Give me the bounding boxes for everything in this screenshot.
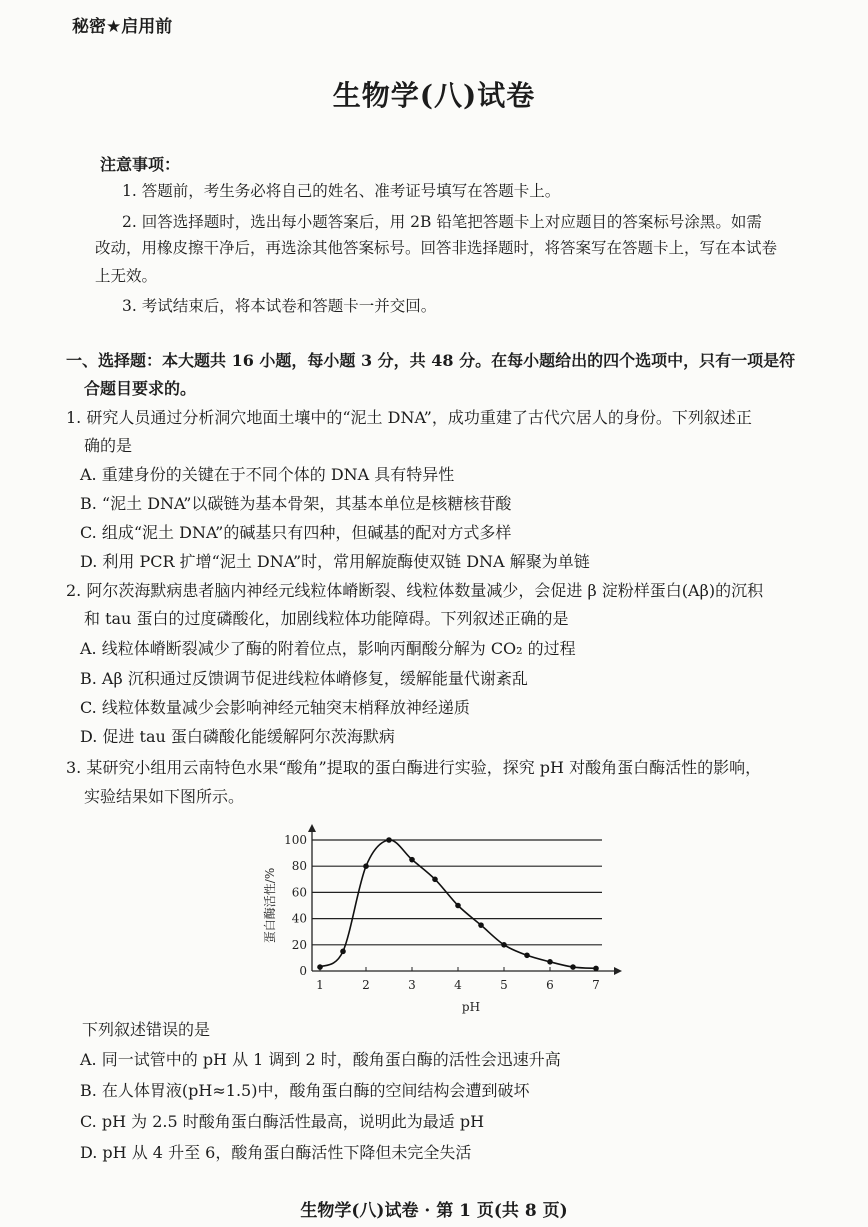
data-point (570, 964, 576, 970)
data-point (524, 952, 530, 958)
data-point (317, 964, 323, 970)
x-tick-label: 7 (592, 978, 600, 992)
q2-stem-line-2: 和 tau 蛋白的过度磷酸化，加剧线粒体功能障碍。下列叙述正确的是 (84, 609, 569, 628)
y-tick-label: 40 (291, 911, 307, 926)
q1-stem-line-1: 1. 研究人员通过分析洞穴地面土壤中的“泥土 DNA”，成功重建了古代穴居人的身份。下列叙述正 (66, 408, 752, 427)
q1-option-c: C. 组成“泥土 DNA”的碱基只有四种，但碱基的配对方式多样 (80, 523, 512, 542)
data-point (432, 877, 438, 883)
q2-option-b: B. Aβ 沉积通过反馈调节促进线粒体嵴修复，缓解能量代谢紊乱 (80, 669, 528, 688)
data-point (478, 922, 484, 928)
q3-option-d: D. pH 从 4 升至 6，酸角蛋白酶活性下降但未完全失活 (80, 1143, 472, 1162)
q3-stem-line-1: 3. 某研究小组用云南特色水果“酸角”提取的蛋白酶进行实验，探究 pH 对酸角蛋白酶活性的影响， (66, 758, 762, 777)
notice-item-2-line-3: 上无效。 (95, 267, 158, 285)
section-heading-line-1: 一、选择题：本大题共 16 小题，每小题 3 分，共 48 分。在每小题给出的四个选项中，只有一项是符 (66, 351, 796, 370)
q1-option-b: B. “泥土 DNA”以碳链为基本骨架，其基本单位是核糖核苷酸 (80, 494, 512, 513)
data-point (363, 863, 369, 869)
page-footer: 生物学(八)试卷 · 第 1 页(共 8 页) (300, 1201, 568, 1221)
x-tick-label: 6 (546, 978, 554, 992)
q3-option-c: C. pH 为 2.5 时酸角蛋白酶活性最高，说明此为最适 pH (80, 1112, 485, 1131)
y-tick-label: 60 (291, 885, 307, 900)
q2-option-c: C. 线粒体数量减少会影响神经元轴突末梢释放神经递质 (80, 698, 470, 717)
x-tick-label: 1 (316, 978, 324, 992)
y-axis-arrow (308, 824, 316, 832)
x-tick-label: 3 (408, 978, 416, 992)
q1-option-d: D. 利用 PCR 扩增“泥土 DNA”时，常用解旋酶使双链 DNA 解聚为单链 (80, 552, 590, 571)
q2-option-a: A. 线粒体嵴断裂减少了酶的附着位点，影响丙酮酸分解为 CO₂ 的过程 (80, 639, 576, 658)
q3-option-a: A. 同一试管中的 pH 从 1 调到 2 时，酸角蛋白酶的活性会迅速升高 (80, 1050, 561, 1069)
x-tick-label: 4 (454, 978, 462, 992)
data-point (340, 949, 346, 955)
data-point (547, 959, 553, 965)
data-point (455, 903, 461, 909)
data-point (409, 857, 415, 863)
section-heading-line-2: 合题目要求的。 (84, 379, 197, 398)
secret-mark: 秘密★启用前 (72, 17, 173, 37)
ph-activity-chart (250, 820, 640, 1020)
q2-option-d: D. 促进 tau 蛋白磷酸化能缓解阿尔茨海默病 (80, 727, 395, 746)
q3-after-chart: 下列叙述错误的是 (82, 1020, 211, 1039)
y-tick-label: 0 (299, 964, 307, 978)
data-point (386, 837, 392, 843)
notice-item-2-line-2: 改动，用橡皮擦干净后，再选涂其他答案标号。回答非选择题时，将答案写在答题卡上，写在本试卷 (95, 239, 778, 257)
y-tick-label: 80 (291, 859, 307, 874)
q3-option-b: B. 在人体胃液(pH≈1.5)中，酸角蛋白酶的空间结构会遭到破坏 (80, 1081, 530, 1100)
notice-item-1: 1. 答题前，考生务必将自己的姓名、准考证号填写在答题卡上。 (122, 182, 561, 200)
data-point (501, 942, 507, 948)
x-axis-arrow (614, 967, 622, 975)
q3-stem-line-2: 实验结果如下图所示。 (84, 787, 245, 806)
x-axis-label: pH (461, 1000, 481, 1014)
y-tick-label: 20 (291, 937, 307, 952)
data-point (593, 966, 599, 972)
page-title: 生物学(八)试卷 (332, 79, 536, 112)
y-tick-label: 100 (284, 833, 307, 847)
y-axis-label: 蛋白酶活性/% (263, 867, 277, 944)
notice-item-3: 3. 考试结束后，将本试卷和答题卡一并交回。 (122, 297, 437, 315)
x-tick-label: 2 (362, 978, 370, 992)
notice-heading: 注意事项： (100, 155, 181, 174)
q1-stem-line-2: 确的是 (84, 436, 133, 455)
notice-item-2-line-1: 2. 回答选择题时，选出每小题答案后，用 2B 铅笔把答题卡上对应题目的答案标号涂黑。如需 (122, 213, 762, 231)
x-tick-label: 5 (500, 978, 508, 992)
q2-stem-line-1: 2. 阿尔茨海默病患者脑内神经元线粒体嵴断裂、线粒体数量减少，会促进 β 淀粉样蛋白(Aβ)的沉积 (66, 581, 764, 600)
q1-option-a: A. 重建身份的关键在于不同个体的 DNA 具有特异性 (80, 465, 455, 484)
